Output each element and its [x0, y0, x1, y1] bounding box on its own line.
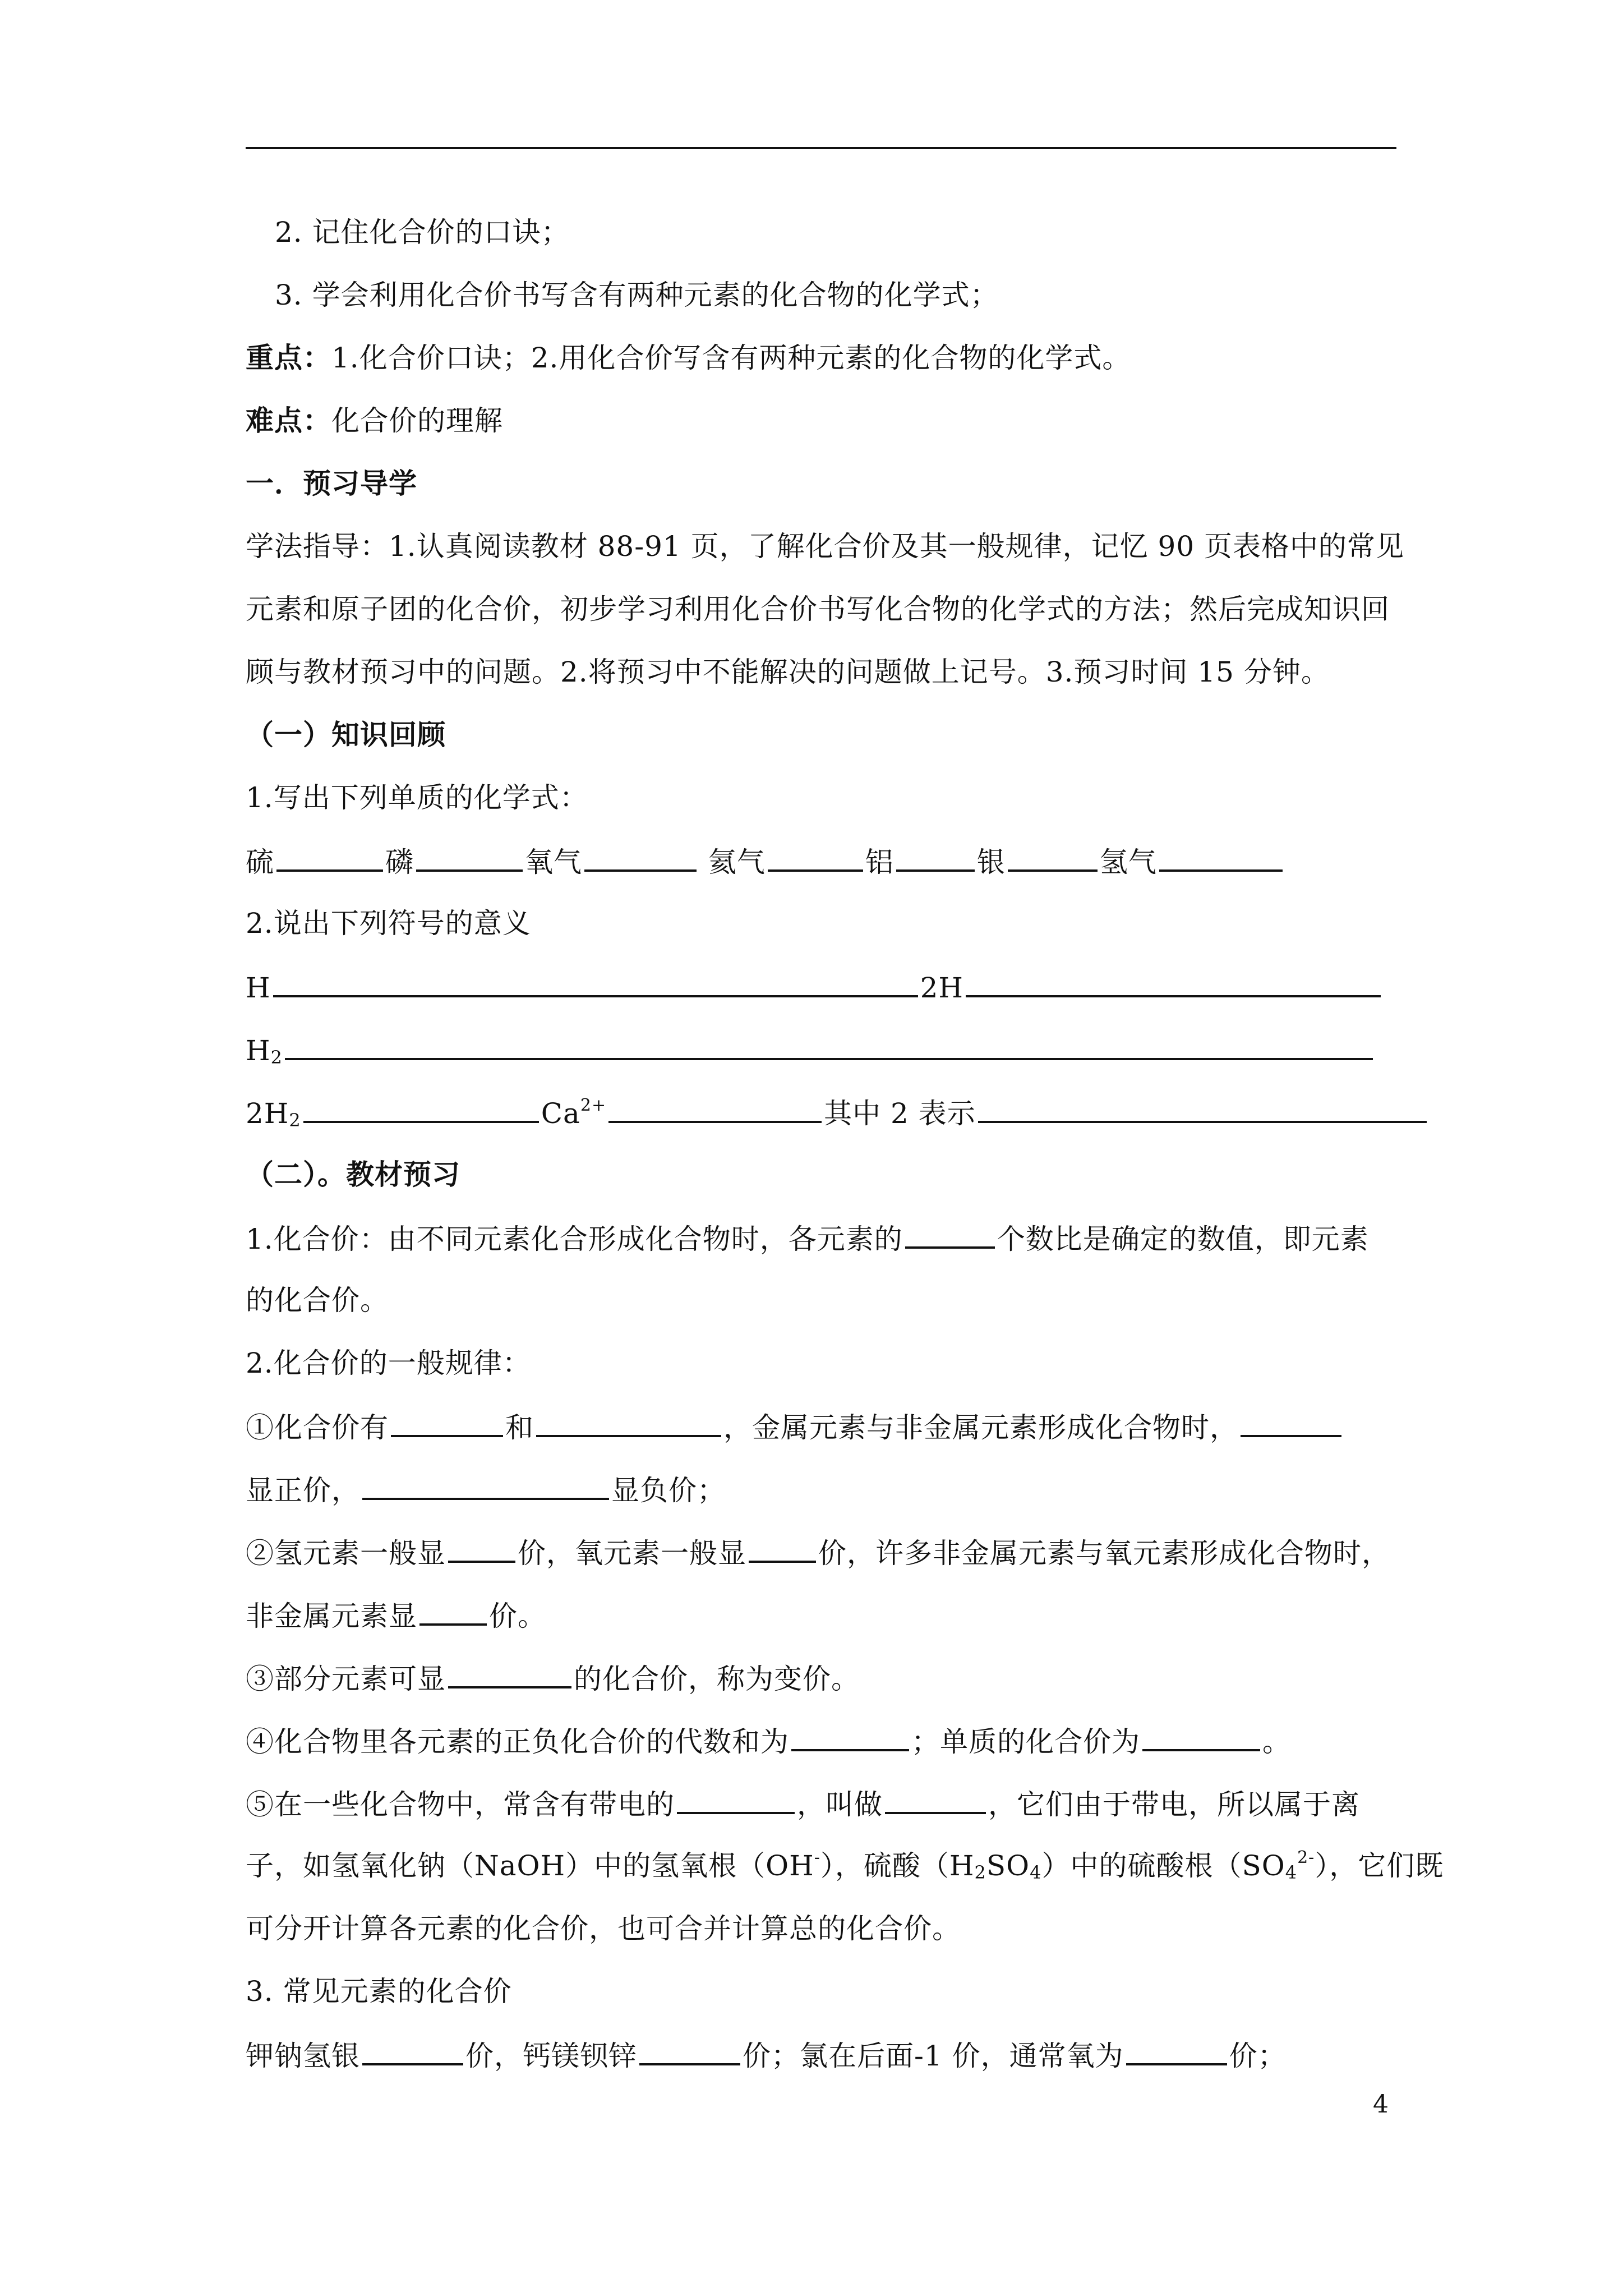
valence-definition-text-b: 个数比是确定的数值，即元素: [997, 1223, 1369, 1255]
rule-5-text-h: ），它们既: [1315, 1849, 1444, 1882]
symbol-2h2-base: 2H: [246, 1097, 289, 1130]
symbol-ca-ion: [541, 1097, 606, 1130]
review-question-1: 1.写出下列单质的化学式：: [246, 781, 588, 814]
objective-3: 3. 学会利用化合价书写含有两种元素的化合物的化学式；: [275, 279, 999, 311]
blank-2h-meaning[interactable]: [966, 963, 1381, 997]
difficulty-label: 难点：: [246, 404, 331, 437]
symbol-row-h2: [246, 1025, 1375, 1073]
rule-5-text-a: ⑤在一些化合物中，常含有带电的: [246, 1788, 675, 1821]
rule-2-line-2: [246, 1591, 546, 1638]
valence-rules-title: 2.化合价的一般规律：: [246, 1347, 531, 1379]
rule-2-text-b: 价，氧元素一般显: [518, 1537, 746, 1570]
rule-2-text-d: 非金属元素显: [246, 1600, 417, 1632]
common-valences-title: 3. 常见元素的化合价: [246, 1975, 512, 2008]
key-points-text: 1.化合价口诀；2.用化合价写含有两种元素的化合物的化学式。: [331, 342, 1131, 374]
difficulty: [246, 397, 503, 444]
element-phosphorus: 磷: [385, 846, 414, 878]
review-question-2: 2.说出下列符号的意义: [246, 907, 531, 940]
blank-phosphorus[interactable]: [416, 837, 523, 872]
blank-ca-meaning[interactable]: [608, 1088, 822, 1123]
blank-rule-4-element[interactable]: [1142, 1717, 1260, 1751]
blank-rule-1-b[interactable]: [536, 1402, 721, 1437]
element-sulfur: 硫: [246, 846, 274, 878]
element-helium: 氦气: [708, 846, 766, 878]
blank-rule-5-b[interactable]: [885, 1779, 986, 1814]
symbol-2h: 2H: [920, 972, 964, 1004]
blank-helium[interactable]: [768, 837, 863, 872]
blank-hydrogen[interactable]: [1159, 837, 1283, 872]
rule-3-line: [246, 1654, 860, 1701]
rule-5-text-f: SO: [986, 1849, 1030, 1882]
rule-5-text-d: 子，如氢氧化钠（NaOH）中的氢氧根（OH: [246, 1849, 814, 1882]
h2so4-h-subscript: 2: [974, 1862, 986, 1883]
rule-2-line-1: [246, 1528, 1390, 1575]
header-rule: [246, 147, 1396, 149]
rule-5-line-1: [246, 1779, 1360, 1826]
guidance-line-3: 顾与教材预习中的问题。2.将预习中不能解决的问题做上记号。3.预习时间 15 分钟。: [246, 656, 1330, 688]
rule-1-text-e: 显负价；: [611, 1474, 726, 1507]
rule-1-text-c: ，金属元素与非金属元素形成化合物时，: [723, 1411, 1238, 1444]
element-oxygen: 氧气: [525, 846, 582, 878]
symbol-2h2-subscript: 2: [289, 1110, 301, 1131]
rule-5-line-3: 可分开计算各元素的化合价，也可合并计算总的化合价。: [246, 1912, 961, 1945]
symbol-h2: [246, 1034, 283, 1067]
blank-aluminum[interactable]: [896, 837, 975, 872]
blank-2h2-meaning[interactable]: [303, 1088, 539, 1123]
element-hydrogen: 氢气: [1099, 846, 1157, 878]
blank-silver[interactable]: [1008, 837, 1098, 872]
rule-5-line-2: [246, 1842, 1444, 1889]
h2so4-o-subscript: 4: [1030, 1862, 1042, 1883]
symbol-row-2h2-ca: [246, 1088, 1429, 1135]
so4-charge: 2-: [1297, 1848, 1315, 1867]
blank-valence-definition[interactable]: [905, 1214, 995, 1249]
blank-oxygen[interactable]: [584, 837, 697, 872]
rule-3-text-a: ③部分元素可显: [246, 1663, 446, 1695]
rule-1-line-1: [246, 1402, 1344, 1450]
rhyme-text-b: 价，钙镁钡锌: [465, 2040, 637, 2072]
key-points-label: 重点：: [246, 341, 331, 374]
blank-rule-5-a[interactable]: [677, 1779, 795, 1814]
rule-5-text-b: ，叫做: [797, 1788, 883, 1821]
rule-4-text-a: ④化合物里各元素的正负化合价的代数和为: [246, 1726, 789, 1758]
rhyme-text-c: 价；氯在后面-1 价，通常氧为: [743, 2040, 1124, 2072]
blank-h2-meaning[interactable]: [285, 1025, 1373, 1060]
rule-5-text-g: ）中的硫酸根（SO: [1041, 1849, 1285, 1882]
symbol-h: H: [246, 972, 271, 1004]
section-title-preview-guide: 一．预习导学: [246, 467, 417, 500]
preview-title: （二）。教材预习: [246, 1158, 460, 1191]
blank-rule-2-nonmetal[interactable]: [419, 1591, 487, 1626]
guidance-line-1: 学法指导：1.认真阅读教材 88-91 页，了解化合价及其一般规律，记忆 90 页表格中的常见: [246, 530, 1405, 563]
key-points: [246, 334, 1131, 381]
blank-sulfur[interactable]: [276, 837, 383, 872]
symbol-h2-base: H: [246, 1034, 271, 1067]
valence-definition-line-2: 的化合价。: [246, 1284, 389, 1317]
rhyme-text-a: 钾钠氢银: [246, 2040, 360, 2072]
rule-5-text-c: ，它们由于带电，所以属于离: [988, 1788, 1360, 1821]
symbol-ca-charge: 2+: [580, 1096, 607, 1115]
valence-definition-text-a: 1.化合价：由不同元素化合形成化合物时，各元素的: [246, 1223, 903, 1255]
blank-h-meaning[interactable]: [273, 963, 918, 997]
where-2-means: 其中 2 表示: [824, 1097, 976, 1130]
rule-4-text-c: 。: [1262, 1726, 1291, 1758]
oh-charge: -: [814, 1848, 820, 1867]
blank-2-meaning[interactable]: [978, 1088, 1427, 1123]
blank-rule-2-oxygen[interactable]: [749, 1528, 816, 1563]
valence-definition-line-1: [246, 1214, 1369, 1261]
rule-2-text-c: 价，许多非金属元素与氧元素形成化合物时，: [818, 1537, 1390, 1570]
rule-1-text-a: ①化合价有: [246, 1411, 389, 1444]
rule-1-text-d: 显正价，: [246, 1474, 360, 1507]
rule-2-text-e: 价。: [489, 1600, 546, 1632]
element-formula-row: [246, 837, 1285, 884]
symbol-row-h-2h: [246, 963, 1383, 1010]
common-valences-rhyme: [246, 2031, 1287, 2078]
page-number: 4: [1373, 2090, 1389, 2119]
guidance-line-2: 元素和原子团的化合价，初步学习利用化合价书写化合物的化学式的方法；然后完成知识回: [246, 593, 1390, 625]
rule-3-text-b: 的化合价，称为变价。: [574, 1663, 860, 1695]
blank-rule-1-c[interactable]: [1241, 1402, 1341, 1437]
review-title: （一）知识回顾: [246, 718, 446, 751]
rule-4-text-b: ；单质的化合价为: [911, 1726, 1140, 1758]
objective-2: 2. 记住化合价的口诀；: [275, 216, 570, 249]
symbol-ca-base: Ca: [541, 1097, 580, 1130]
blank-rule-4-sum[interactable]: [791, 1717, 909, 1751]
so4-subscript: 4: [1285, 1862, 1298, 1883]
element-aluminum: 铝: [865, 846, 894, 878]
blank-rhyme-b[interactable]: [639, 2031, 740, 2065]
rhyme-text-d: 价；: [1229, 2040, 1287, 2072]
blank-rule-1-a[interactable]: [391, 1402, 503, 1437]
rule-1-text-b: 和: [505, 1411, 534, 1444]
rule-2-text-a: ②氢元素一般显: [246, 1537, 446, 1570]
difficulty-text: 化合价的理解: [331, 404, 503, 437]
blank-rhyme-a[interactable]: [362, 2031, 463, 2065]
rule-1-line-2: [246, 1465, 726, 1512]
symbol-2h2: [246, 1097, 301, 1130]
rule-5-text-e: ），硫酸（H: [820, 1849, 975, 1882]
element-silver: 银: [976, 846, 1006, 878]
blank-rhyme-c[interactable]: [1126, 2031, 1227, 2065]
blank-rule-2-hydrogen[interactable]: [448, 1528, 515, 1563]
symbol-h2-subscript: 2: [270, 1047, 283, 1068]
blank-rule-1-d[interactable]: [362, 1465, 609, 1500]
blank-rule-3[interactable]: [448, 1654, 571, 1688]
rule-4-line: [246, 1717, 1291, 1764]
